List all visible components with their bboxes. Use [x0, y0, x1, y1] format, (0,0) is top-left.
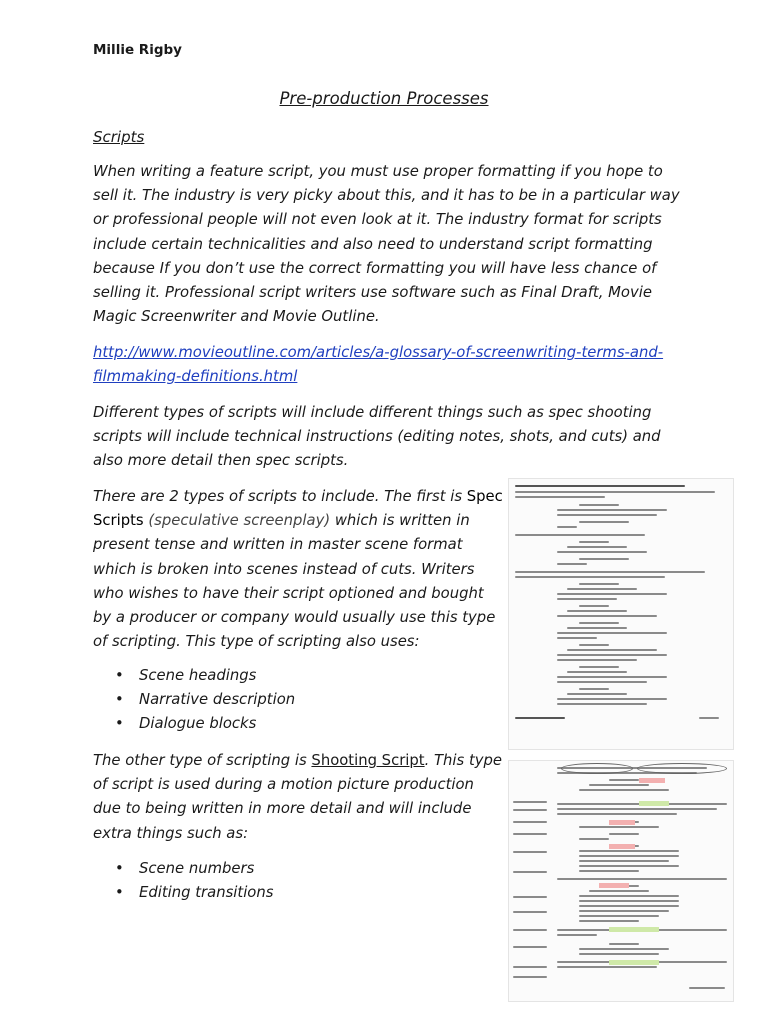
- shooting-script-sample-image: [508, 760, 734, 1002]
- script-text-line: [567, 627, 627, 629]
- annotation-circle: [637, 763, 727, 774]
- script-text-line: [557, 676, 667, 678]
- script-text-line: [579, 870, 639, 872]
- script-text-line: [557, 563, 587, 565]
- script-text-line: [567, 546, 627, 548]
- script-text-line: [557, 509, 667, 511]
- script-text-line: [513, 911, 547, 913]
- script-text-line: [557, 637, 597, 639]
- script-text-line: [515, 576, 665, 578]
- section-heading: Scripts: [93, 128, 145, 146]
- script-text-line: [513, 801, 547, 803]
- script-text-line: [557, 966, 657, 968]
- script-text-line: [567, 649, 657, 651]
- script-text-line: [579, 920, 639, 922]
- script-text-line: [513, 871, 547, 873]
- script-text-line: [513, 809, 547, 811]
- script-text-line: [579, 855, 679, 857]
- script-text-line: [579, 504, 619, 506]
- script-text-line: [567, 693, 627, 695]
- spec-note-text: (speculative screenplay): [143, 512, 331, 530]
- script-text-line: [513, 833, 547, 835]
- script-text-line: [579, 895, 679, 897]
- script-text-line: [557, 615, 657, 617]
- script-text-line: [513, 946, 547, 948]
- script-highlight: [639, 801, 669, 806]
- script-text-line: [513, 851, 547, 853]
- script-text-line: [579, 688, 609, 690]
- script-text-line: [557, 808, 717, 810]
- script-highlight: [609, 844, 635, 849]
- script-text-line: [579, 915, 659, 917]
- script-text-line: [579, 558, 629, 560]
- script-text-line: [589, 784, 649, 786]
- script-text-line: [579, 583, 619, 585]
- script-text-line: [579, 622, 619, 624]
- script-text-line: [557, 934, 597, 936]
- spec-paragraph: [93, 485, 503, 654]
- script-text-line: [579, 850, 679, 852]
- script-text-line: [557, 551, 647, 553]
- script-text-line: [557, 598, 617, 600]
- author-name: Millie Rigby: [93, 42, 182, 58]
- script-highlight: [609, 820, 635, 825]
- script-text-line: [567, 588, 637, 590]
- script-text-line: [513, 896, 547, 898]
- types-paragraph: Different types of scripts will include different things such as spec shooting scripts will include technical instructions (editing notes, shots, and cuts) and also more detail then spec scripts.: [93, 404, 661, 470]
- spec-script-sample-image: [508, 478, 734, 750]
- list-item: • Editing transitions: [93, 881, 273, 905]
- script-text-line: [515, 491, 715, 493]
- annotation-circle: [561, 763, 633, 774]
- script-text-line: [557, 632, 667, 634]
- script-text-line: [567, 610, 627, 612]
- script-text-line: [579, 900, 679, 902]
- list-item: • Dialogue blocks: [93, 712, 295, 736]
- script-text-line: [579, 838, 609, 840]
- script-text-line: [515, 717, 565, 719]
- script-text-line: [557, 813, 677, 815]
- movieoutline-link[interactable]: http://www.movieoutline.com/articles/a-glossary-of-screenwriting-terms-and-filmmaking-definitions.html: [93, 344, 664, 386]
- spec-scripts-term: Spec Scripts: [93, 488, 503, 530]
- script-text-line: [515, 534, 645, 536]
- script-highlight: [639, 778, 665, 783]
- script-text-line: [579, 905, 679, 907]
- script-text-line: [557, 681, 647, 683]
- script-text-line: [515, 571, 705, 573]
- script-text-line: [609, 833, 639, 835]
- script-text-line: [579, 541, 609, 543]
- script-text-line: [579, 948, 669, 950]
- script-text-line: [515, 485, 685, 487]
- script-text-line: [567, 671, 627, 673]
- script-text-line: [513, 821, 547, 823]
- script-text-line: [557, 659, 637, 661]
- script-text-line: [579, 865, 679, 867]
- script-text-line: [579, 605, 609, 607]
- script-text-line: [557, 698, 667, 700]
- script-text-line: [689, 987, 725, 989]
- spec-uses-list: [93, 664, 295, 737]
- script-text-line: [579, 644, 609, 646]
- link-paragraph: [93, 341, 673, 389]
- script-text-line: [513, 966, 547, 968]
- script-highlight: [609, 960, 659, 965]
- script-text-line: [557, 654, 667, 656]
- shooting-script-term: Shooting Script: [311, 752, 425, 769]
- script-text-line: [609, 943, 639, 945]
- script-text-line: [609, 779, 639, 781]
- script-text-line: [579, 521, 629, 523]
- script-text-line: [557, 593, 667, 595]
- intro-paragraph: When writing a feature script, you must use proper formatting if you hope to sell it. The industry is very picky about this, and it has to be in a particular way or professional people will not even look at it. The industry format for scripts include certain technicalities and also need to understand script formatting because If you don’t use the correct formatting you will have less chance of selling it. Professional script writers use software such as Final Draft, Movie Magic Screenwriter and Movie Outline.: [93, 163, 680, 326]
- shooting-paragraph: [93, 749, 503, 846]
- script-text-line: [513, 929, 547, 931]
- script-text-line: [557, 878, 727, 880]
- script-text-line: [557, 514, 657, 516]
- script-text-line: [513, 976, 547, 978]
- list-item: • Scene headings: [93, 664, 295, 688]
- page-title: Pre-production Processes: [279, 89, 489, 108]
- script-text-line: [579, 910, 669, 912]
- spec-body-text: which is written in present tense and written in master scene format which is broken into scenes instead of cuts. Writers who wishes to have their script optioned and bought by a producer or company would usually use this type of scripting. This type of scripting also uses:: [93, 512, 496, 651]
- script-text-line: [557, 526, 577, 528]
- script-text-line: [557, 703, 647, 705]
- script-text-line: [699, 717, 719, 719]
- script-text-line: [579, 666, 619, 668]
- list-item: • Narrative description: [93, 688, 295, 712]
- script-text-line: [589, 890, 649, 892]
- shooting-extras-list: [93, 857, 273, 905]
- script-highlight: [609, 927, 659, 932]
- shooting-intro-text: The other type of scripting is: [93, 752, 312, 769]
- script-text-line: [515, 496, 605, 498]
- script-text-line: [579, 789, 669, 791]
- spec-intro-text: There are 2 types of scripts to include. The first is: [93, 488, 467, 505]
- list-item: • Scene numbers: [93, 857, 273, 881]
- script-text-line: [579, 826, 659, 828]
- script-text-line: [579, 953, 659, 955]
- shooting-body-text: . This type of script is used during a motion picture production due to being written in more detail and will include extra things such as:: [93, 752, 503, 842]
- script-highlight: [599, 883, 629, 888]
- script-text-line: [579, 860, 669, 862]
